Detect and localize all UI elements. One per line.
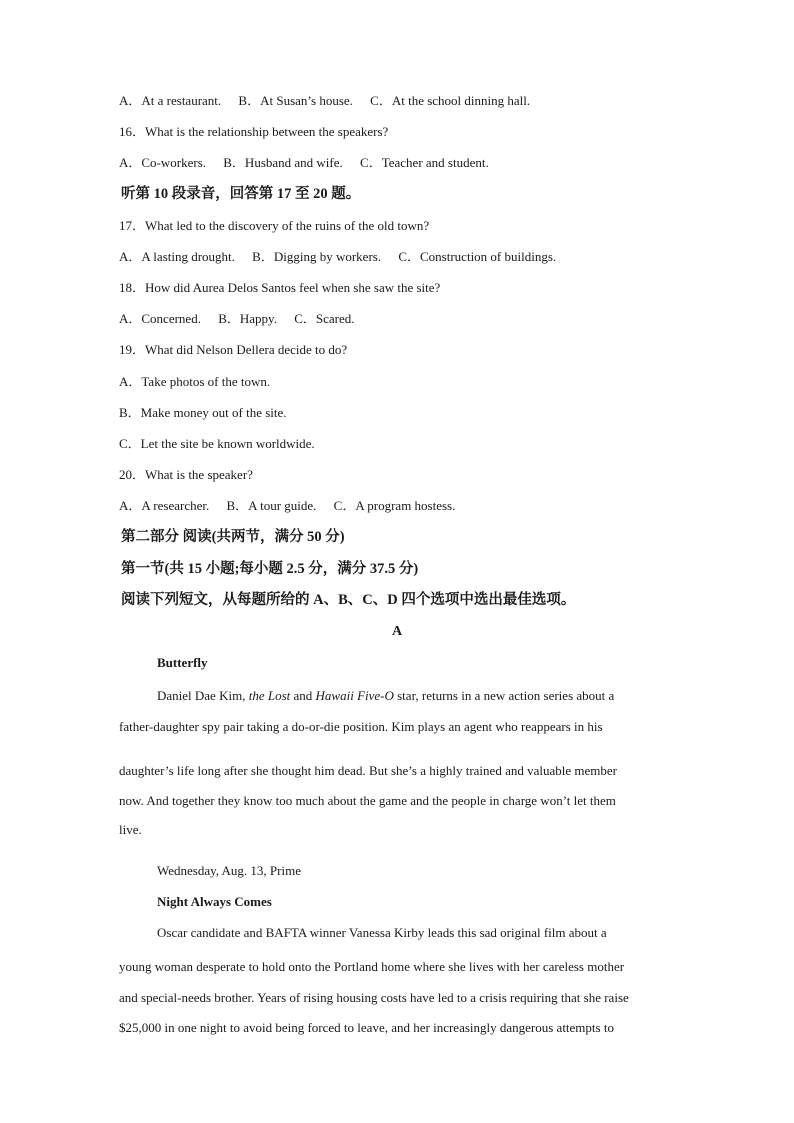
night-line-2: young woman desperate to hold onto the Portland home where she lives with her careless mother	[119, 959, 625, 974]
q19-option-c: C．Let the site be known worldwide.	[119, 436, 315, 451]
q20-option-a: A．A researcher.	[119, 498, 210, 513]
q18-option-b: B．Happy.	[218, 311, 277, 326]
q16-option-a: A．Co-workers.	[119, 155, 207, 170]
butterfly-text: star, returns in a new action series about a	[393, 688, 615, 703]
question-18: 18．How did Aurea Delos Santos feel when she saw the site?	[119, 280, 441, 295]
butterfly-schedule: Wednesday, Aug. 13, Prime	[157, 863, 301, 878]
passage-label: A	[391, 624, 403, 639]
reading-instruction: 阅读下列短文，从每题所给的 A、B、C、D 四个选项中选出最佳选项。	[121, 592, 576, 608]
butterfly-line-4: now. And together they know too much about the game and the people in charge won’t let them	[119, 793, 616, 808]
section-10-heading: 听第 10 段录音，回答第 17 至 20 题。	[121, 186, 361, 202]
section-one-heading: 第一节(共 15 小题;每小题 2.5 分，满分 37.5 分)	[121, 561, 419, 577]
question-16: 16．What is the relationship between the speakers?	[119, 124, 389, 139]
q17-option-c: C．Construction of buildings.	[398, 249, 557, 264]
question-17: 17．What led to the discovery of the ruins of the old town?	[119, 218, 430, 233]
item-title-butterfly: Butterfly	[157, 655, 208, 670]
q16-option-c: C．Teacher and student.	[360, 155, 489, 170]
q20-options	[119, 498, 455, 514]
question-19: 19．What did Nelson Dellera decide to do?	[119, 342, 348, 357]
q18-options	[119, 311, 355, 327]
night-line-4: $25,000 in one night to avoid being forced to leave, and her increasingly dangerous attempts to	[119, 1020, 614, 1035]
butterfly-line-3: daughter’s life long after she thought him dead. But she’s a highly trained and valuable member	[119, 763, 617, 778]
q16-options	[119, 155, 489, 171]
show-title-hawaii-five-o: Hawaii Five-O	[315, 688, 394, 703]
q18-option-c: C．Scared.	[294, 311, 355, 326]
q18-option-a: A．Concerned.	[119, 311, 201, 326]
butterfly-line-1	[157, 688, 614, 704]
q17-option-a: A．A lasting drought.	[119, 249, 235, 264]
q17-option-b: B．Digging by workers.	[252, 249, 382, 264]
q15-options	[119, 93, 530, 109]
night-line-3: and special-needs brother. Years of rising housing costs have led to a crisis requiring that she raise	[119, 990, 629, 1005]
q20-option-b: B．A tour guide.	[226, 498, 317, 513]
night-line-1: Oscar candidate and BAFTA winner Vanessa Kirby leads this sad original film about a	[157, 925, 607, 940]
part-two-heading: 第二部分 阅读(共两节，满分 50 分)	[121, 529, 345, 545]
butterfly-text: and	[290, 688, 316, 703]
butterfly-line-2: father-daughter spy pair taking a do-or-die position. Kim plays an agent who reappears in his	[119, 719, 603, 734]
q17-options	[119, 249, 556, 265]
q15-option-a: A．At a restaurant.	[119, 93, 222, 108]
q16-option-b: B．Husband and wife.	[223, 155, 343, 170]
butterfly-line-5: live.	[119, 822, 142, 837]
q20-option-c: C．A program hostess.	[333, 498, 456, 513]
q15-option-c: C．At the school dinning hall.	[370, 93, 531, 108]
q15-option-b: B．At Susan’s house.	[238, 93, 353, 108]
butterfly-text: Daniel Dae Kim,	[157, 688, 249, 703]
q19-option-b: B．Make money out of the site.	[119, 405, 287, 420]
item-title-night-always-comes: Night Always Comes	[157, 894, 272, 909]
q19-option-a: A．Take photos of the town.	[119, 374, 271, 389]
show-title-the-lost: the Lost	[248, 688, 291, 703]
question-20: 20．What is the speaker?	[119, 467, 253, 482]
